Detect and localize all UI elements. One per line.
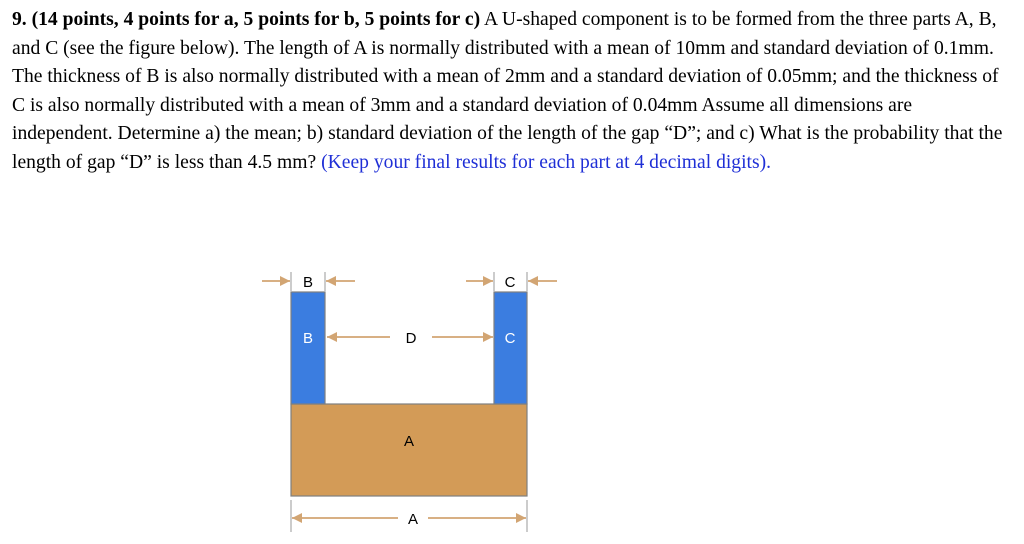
label-d: D [405, 330, 417, 347]
label-c-top: C [504, 274, 516, 291]
label-b-part: B [302, 330, 314, 347]
label-a-part: A [403, 433, 415, 450]
problem-body: A U-shaped component is to be formed from the three parts A, B, and C (see the figure below). The length of A is normally distributed with a mean of 10mm and standard deviation of 0.1mm. The thickness of B is also normally distributed with a mean of 2mm and a standard deviation of 0.05mm; and the thickness of C is also normally distributed with a mean of 3mm and a standard deviation of 0.04mm Assume all dimensions are independent. Determine a) the mean; b) standard deviation of the length of the gap “D”; and c) What is the probability that the length of gap “D” is less than 4.5 mm? [12, 9, 1003, 173]
label-c-part: C [504, 330, 516, 347]
part-a [291, 404, 527, 496]
problem-title: 9. (14 points, 4 points for a, 5 points for b, 5 points for c) [12, 9, 481, 30]
label-b-top: B [302, 274, 314, 291]
label-a-bottom: A [407, 511, 419, 528]
part-c [494, 292, 527, 404]
rounding-note: (Keep your final results for each part at 4 decimal digits). [321, 151, 772, 173]
part-b [291, 292, 325, 404]
